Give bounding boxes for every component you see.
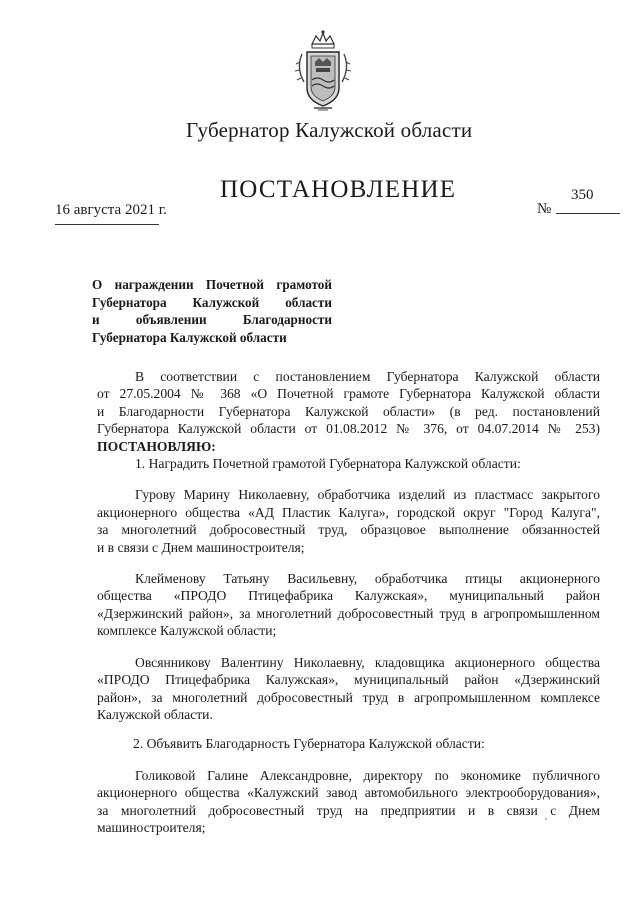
award-entry-line: район», за многолетний добросовестный труд в агропромышленном комплексе bbox=[97, 689, 600, 705]
award-entry-line: Калужской области. bbox=[97, 706, 213, 722]
subject-line: О награждении Почетной грамотой bbox=[92, 277, 332, 292]
award-entry-line: и в связи с Днем машиностроителя; bbox=[97, 539, 305, 555]
award-entry-line: общества «ПРОДО Птицефабрика Калужская», муниципальный район bbox=[97, 588, 600, 604]
subject-line: Губернатора Калужской области bbox=[92, 329, 287, 345]
preamble-line: и Благодарности Губернатора Калужской области» (в ред. постановлений bbox=[97, 403, 600, 419]
document-subject bbox=[92, 276, 332, 346]
gratitude-entry-line: акционерного общества «Калужский завод автомобильного электрооборудования», bbox=[97, 785, 600, 801]
number-underline bbox=[556, 213, 620, 214]
award-entry-line: «Дзержинский район», за многолетний добросовестный труд в агропромышленном bbox=[97, 605, 600, 621]
issuing-authority: Губернатор Калужской области bbox=[186, 118, 473, 142]
item2-heading: 2. Объявить Благодарность Губернатора Калужской области: bbox=[133, 736, 485, 752]
number-label: № bbox=[537, 201, 552, 217]
award-entry-line: за многолетний добросовестный труд, образцовое выполнение обязанностей bbox=[97, 522, 600, 538]
award-entry-line: Овсянникову Валентину Николаевну, кладовщика акционерного общества bbox=[135, 654, 600, 670]
preamble-line: Губернатора Калужской области от 01.08.2012 № 376, от 04.07.2014 № 253) bbox=[97, 421, 600, 437]
document-number: 350 bbox=[571, 187, 594, 203]
date-underline bbox=[55, 224, 159, 225]
item1-heading: 1. Наградить Почетной грамотой Губернатора Калужской области: bbox=[135, 456, 521, 472]
award-entry-line: комплексе Калужской области; bbox=[97, 623, 277, 639]
gratitude-entry-line: за многолетний добросовестный труд на предприятии и в связи с Днем bbox=[97, 802, 600, 818]
document-body bbox=[97, 368, 600, 836]
gratitude-entry-line: машиностроителя; bbox=[97, 819, 206, 835]
gratitude-entry-line: Голиковой Галине Александровне, директору по экономике публичного bbox=[135, 767, 600, 783]
award-entry-line: «ПРОДО Птицефабрика Калужская», муниципальный район «Дзержинский bbox=[97, 672, 600, 688]
award-entry-line: акционерного общества «АД Пластик Калуга», городской округ "Город Калуга", bbox=[97, 504, 600, 520]
subject-line: и объявлении Благодарности bbox=[92, 312, 332, 327]
document-date: 16 августа 2021 г. bbox=[55, 202, 167, 218]
kaluga-coat-of-arms-icon bbox=[294, 28, 352, 114]
subject-line: Губернатора Калужской области bbox=[92, 294, 332, 310]
award-entry-line: Клейменову Татьяну Васильевну, обработчика птицы акционерного bbox=[135, 571, 600, 587]
preamble-line: от 27.05.2004 № 368 «О Почетной грамоте Губернатора Калужской области bbox=[97, 386, 600, 402]
decree-word: ПОСТАНОВЛЯЮ: bbox=[97, 438, 216, 454]
scan-speck bbox=[545, 818, 547, 820]
award-entry-line: Гурову Марину Николаевну, обработчика изделий из пластмасс закрытого bbox=[135, 487, 600, 503]
document-type-title: ПОСТАНОВЛЕНИЕ bbox=[220, 176, 457, 203]
preamble-line: В соответствии с постановлением Губернатора Калужской области bbox=[135, 369, 600, 384]
